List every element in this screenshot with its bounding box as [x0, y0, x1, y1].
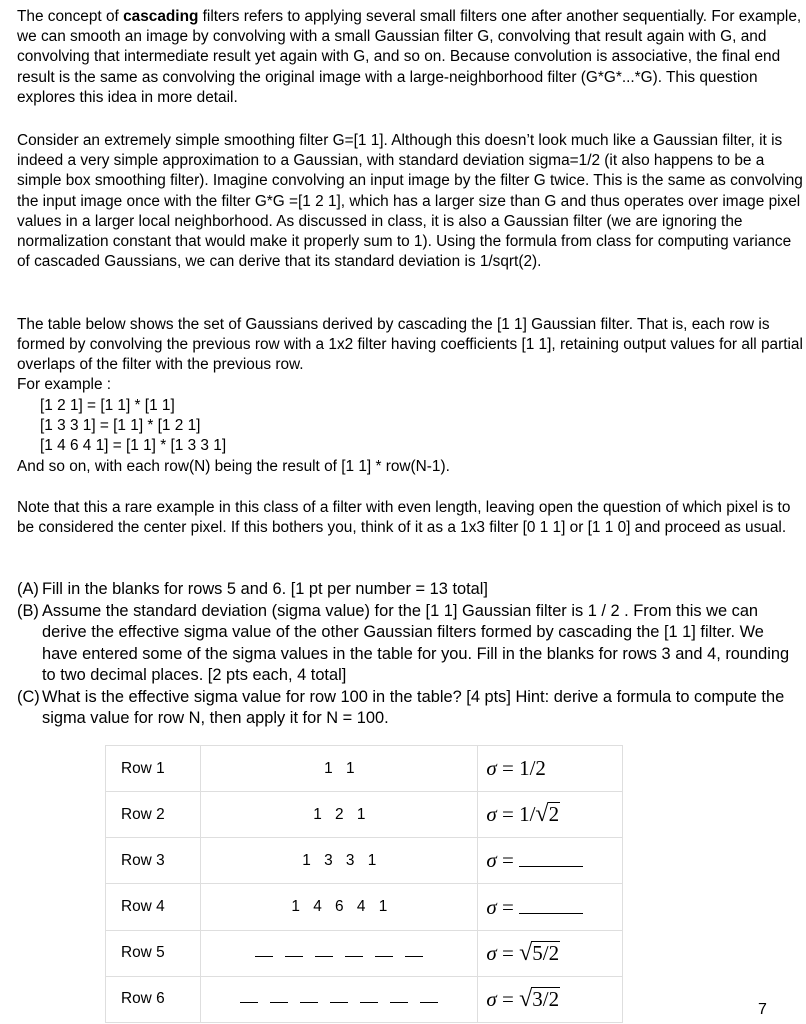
table-row	[106, 930, 623, 976]
for-example-label: For example :	[17, 376, 112, 393]
sqrt-expression: √ 2	[535, 801, 560, 828]
row-sigma: σ =	[478, 838, 623, 884]
table-row	[106, 838, 623, 884]
row-coefficients: 1 4 6 4 1	[201, 884, 478, 930]
row-sigma: σ =	[478, 884, 623, 930]
row-label: Row 3	[106, 838, 201, 884]
term-cascading: cascading	[123, 8, 199, 25]
row-coefficients: 1 2 1	[201, 792, 478, 838]
sqrt-expression: √ 3/2	[519, 985, 560, 1012]
answer-blank	[519, 852, 583, 867]
paragraph-even-length-note: Note that this a rare example in this class of a filter with even length, leaving open the question of which pixel is to be considered the center pixel. If this bothers you, think of it as a 1x3 filter [0 1 1] or [1 1 0] and proceed as usual.	[17, 499, 791, 537]
example-line: [1 4 6 4 1] = [1 1] * [1 3 3 1]	[40, 437, 227, 454]
table-row	[106, 884, 623, 930]
row-label: Row 4	[106, 884, 201, 930]
page-number: 7	[758, 1001, 767, 1018]
question-list	[17, 579, 803, 730]
row-sigma: σ = 1/ √ 2	[478, 792, 623, 838]
row-label: Row 2	[106, 792, 201, 838]
sqrt-expression: √ 5/2	[519, 939, 560, 966]
row-coefficients: 1 1	[201, 746, 478, 792]
question-a: (A) Fill in the blanks for rows 5 and 6. [1 pt per number = 13 total]	[17, 580, 488, 598]
row-coefficients-blank	[201, 930, 478, 976]
paragraph-simple-filter: Consider an extremely simple smoothing filter G=[1 1]. Although this doesn’t look much like a Gaussian filter, it is indeed a very simple approximation to a Gaussian, with standard deviation sigma=1/2 (it also happens to be a simple box smoothing filter). Imagine convolving an input image by the filter G twice. This is the same as convolving the input image once with the filter G*G =[1 2 1], which has a larger size than G and thus operates over image pixel values in a larger local neighborhood. As discussed in class, it is also a Gaussian filter (we are ignoring the normalization constant that would make it properly sum to 1). Using the formula from class for computing variance of cascaded Gaussians, we can derive that its standard deviation is 1/sqrt(2).	[17, 132, 803, 271]
and-so-on-line: And so on, with each row(N) being the result of [1 1] * row(N-1).	[17, 458, 450, 475]
question-c: (C) What is the effective sigma value for row 100 in the table? [4 pts] Hint: derive a formula to compute the sigma value for row N, then apply it for N = 100.	[17, 687, 785, 727]
row-label: Row 1	[106, 746, 201, 792]
gaussian-sigma-table	[105, 745, 623, 1023]
row-coefficients: 1 3 3 1	[201, 838, 478, 884]
row-sigma: σ = √ 3/2	[478, 976, 623, 1022]
example-line: [1 3 3 1] = [1 1] * [1 2 1]	[40, 417, 201, 434]
table-row	[106, 792, 623, 838]
table-row	[106, 976, 623, 1022]
table-row	[106, 746, 623, 792]
example-line: [1 2 1] = [1 1] * [1 1]	[40, 397, 175, 414]
answer-blank	[519, 899, 583, 914]
row-label: Row 5	[106, 930, 201, 976]
paragraph-table-explanation: The table below shows the set of Gaussians derived by cascading the [1 1] Gaussian filter. That is, each row is formed by convolving the previous row with a 1x2 filter having coefficients [1 1], retaining output values for all partial overlaps of the filter with the previous row.	[17, 316, 803, 374]
question-b: (B) Assume the standard deviation (sigma value) for the [1 1] Gaussian filter is 1 / 2 . From this we can derive the effective sigma value of the other Gaussian filters formed by cascading the [1 1] filter. We have entered some of the sigma values in the table for you. Fill in the blanks for rows 3 and 4, rounding to two decimal places. [2 pts each, 4 total]	[17, 601, 790, 684]
row-sigma: σ = 1/2	[478, 746, 623, 792]
row-label: Row 6	[106, 976, 201, 1022]
paragraph-cascading-intro: The concept of cascading filters refers to applying several small filters one after another sequentially. For example, we can smooth an image by convolving with a small Gaussian filter G, convolving that result again with G, and convolving that intermediate result yet again with G, and so on. Because convolution is associative, the final end result is the same as convolving the original image with a large-neighborhood filter (G*G*...*G). This question explores this idea in more detail.	[17, 8, 802, 106]
row-coefficients-blank	[201, 976, 478, 1022]
row-sigma: σ = √ 5/2	[478, 930, 623, 976]
